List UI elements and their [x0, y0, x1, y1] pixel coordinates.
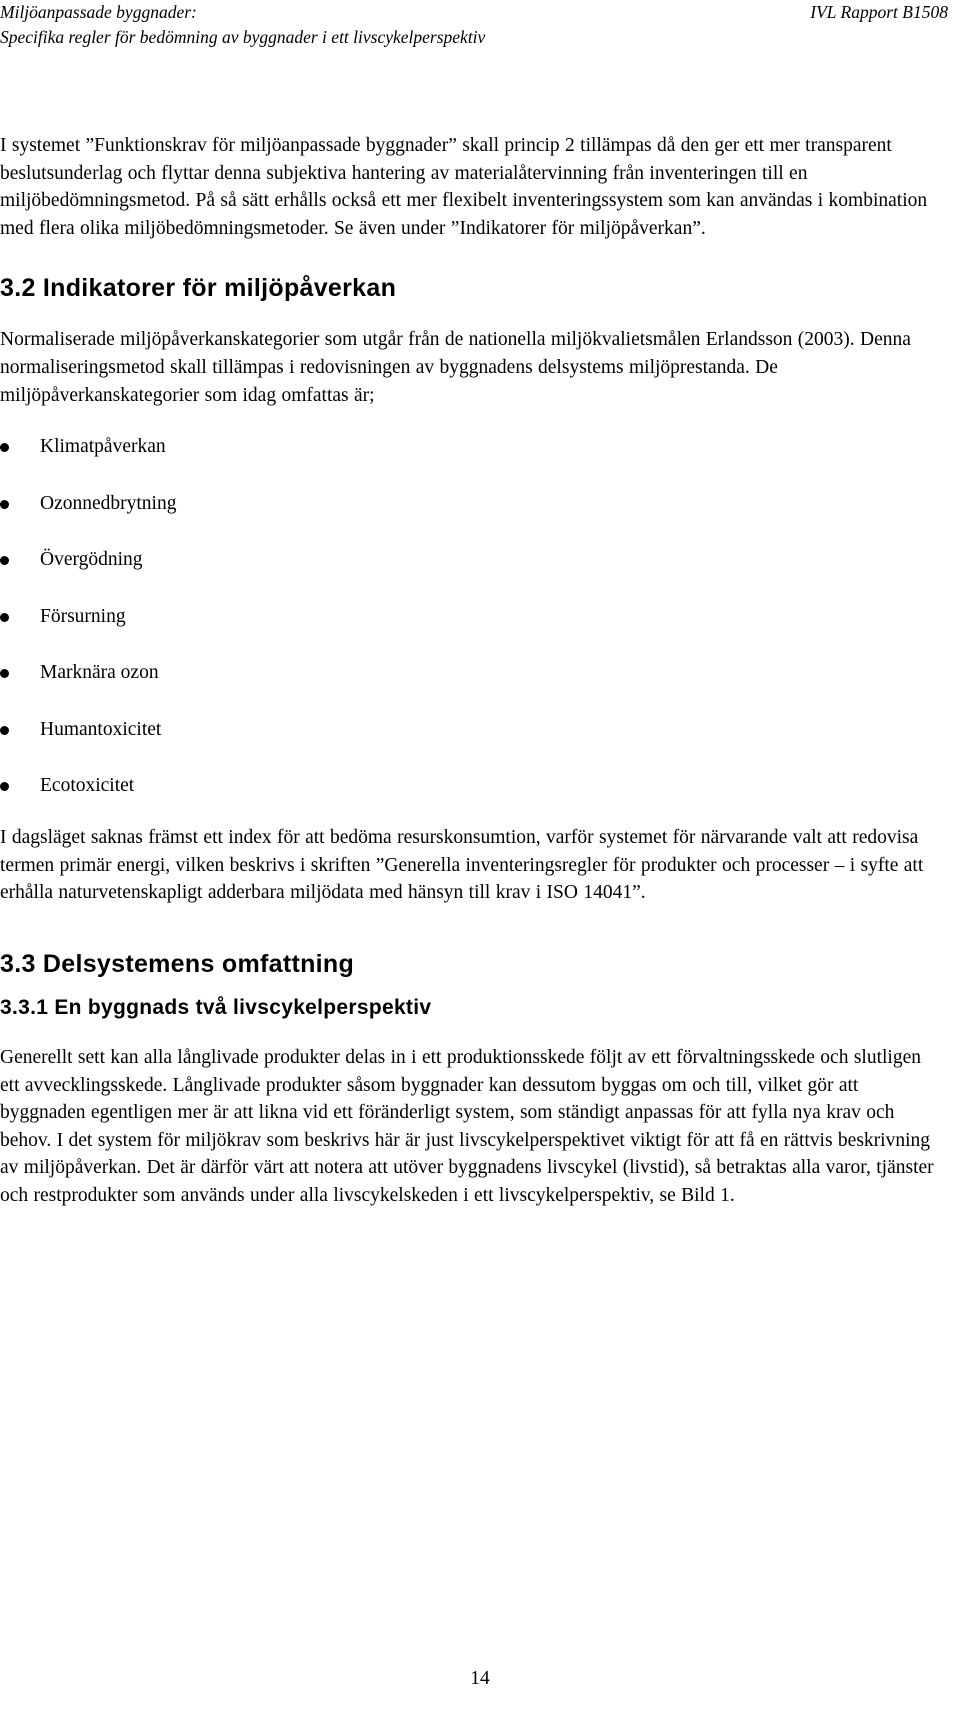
category-label: Ecotoxicitet	[40, 775, 135, 797]
list-item	[0, 546, 935, 603]
bullet-icon	[0, 500, 9, 509]
paragraph-resources: I dagsläget saknas främst ett index för att bedöma resurskonsumtion, varför systemet för närvarande valt att redovisa termen primär energi, vilken beskrivs i skriften ”Generella inventeringsregler för produkter och processer – i syfte att erhålla naturvetenskapligt adderbara miljödata med hänsyn till krav i ISO 14041”.	[0, 827, 924, 904]
header-title-line2: Specifika regler för bedömning av byggnader i ett livscykelperspektiv	[0, 27, 486, 47]
heading-3-3: 3.3 Delsystemens omfattning	[0, 949, 355, 978]
list-item	[0, 490, 935, 547]
page-content	[0, 132, 935, 1210]
list-item	[0, 659, 935, 716]
category-label: Klimatpåverkan	[40, 436, 166, 458]
list-item	[0, 772, 935, 800]
page-number: 14	[470, 1668, 490, 1689]
category-list	[0, 433, 935, 800]
list-item	[0, 716, 935, 773]
header-report-id: IVL Rapport B1508	[810, 2, 948, 22]
category-label: Ozonnedbrytning	[40, 492, 177, 514]
header-title-line1: Miljöanpassade byggnader:	[0, 2, 197, 22]
bullet-icon	[0, 613, 9, 622]
category-label: Marknära ozon	[40, 662, 159, 684]
header-title	[0, 0, 700, 50]
paragraph-indicators: Normaliserade miljöpåverkanskategorier som utgår från de nationella miljökvalietsmålen Erlandsson (2003). Denna normaliseringsmetod skall tillämpas i redovisningen av byggnadens delsystems miljöprestanda. De miljöpåverkanskategorier som idag omfattas är;	[0, 329, 911, 406]
paragraph-lifecycle: Generellt sett kan alla långlivade produkter delas in i ett produktionsskede följt av ett förvaltningsskede och slutligen ett avvecklingsskede. Långlivade produkter såsom byggnader kan dessutom byggas om och till, vilket gör att byggnaden egentligen mer är att likna vid ett föränderligt system, som ständigt anpassas för att fylla nya krav och behov. I det system för miljökrav som beskrivs här är just livscykelperspektivet viktigt för att få en rättvis beskrivning av miljöpåverkan. Det är därför värt att notera att utöver byggnadens livscykel (livstid), så betraktas alla varor, tjänster och restprodukter som används under alla livscykelskeden i ett livscykelperspektiv, se Bild 1.	[0, 1046, 934, 1206]
bullet-icon	[0, 782, 9, 791]
category-label: Humantoxicitet	[40, 718, 162, 740]
category-label: Försurning	[40, 605, 126, 627]
bullet-icon	[0, 669, 9, 678]
bullet-icon	[0, 726, 9, 735]
paragraph-intro: I systemet ”Funktionskrav för miljöanpassade byggnader” skall princip 2 tillämpas då den ger ett mer transparent beslutsunderlag och flyttar denna subjektiva hantering av materialåtervinning från inventeringen till en miljöbedömningsmetod. På så sätt erhålls också ett mer flexibelt inventeringssystem som kan användas i kombination med flera olika miljöbedömningsmetoder. Se även under ”Indikatorer för miljöpåverkan”.	[0, 135, 928, 239]
bullet-icon	[0, 556, 9, 565]
list-item	[0, 433, 935, 490]
heading-3-2: 3.2 Indikatorer för miljöpåverkan	[0, 274, 397, 303]
bullet-icon	[0, 443, 9, 452]
list-item	[0, 603, 935, 660]
heading-3-3-1: 3.3.1 En byggnads två livscykelperspektiv	[0, 995, 432, 1019]
category-label: Övergödning	[40, 549, 143, 571]
